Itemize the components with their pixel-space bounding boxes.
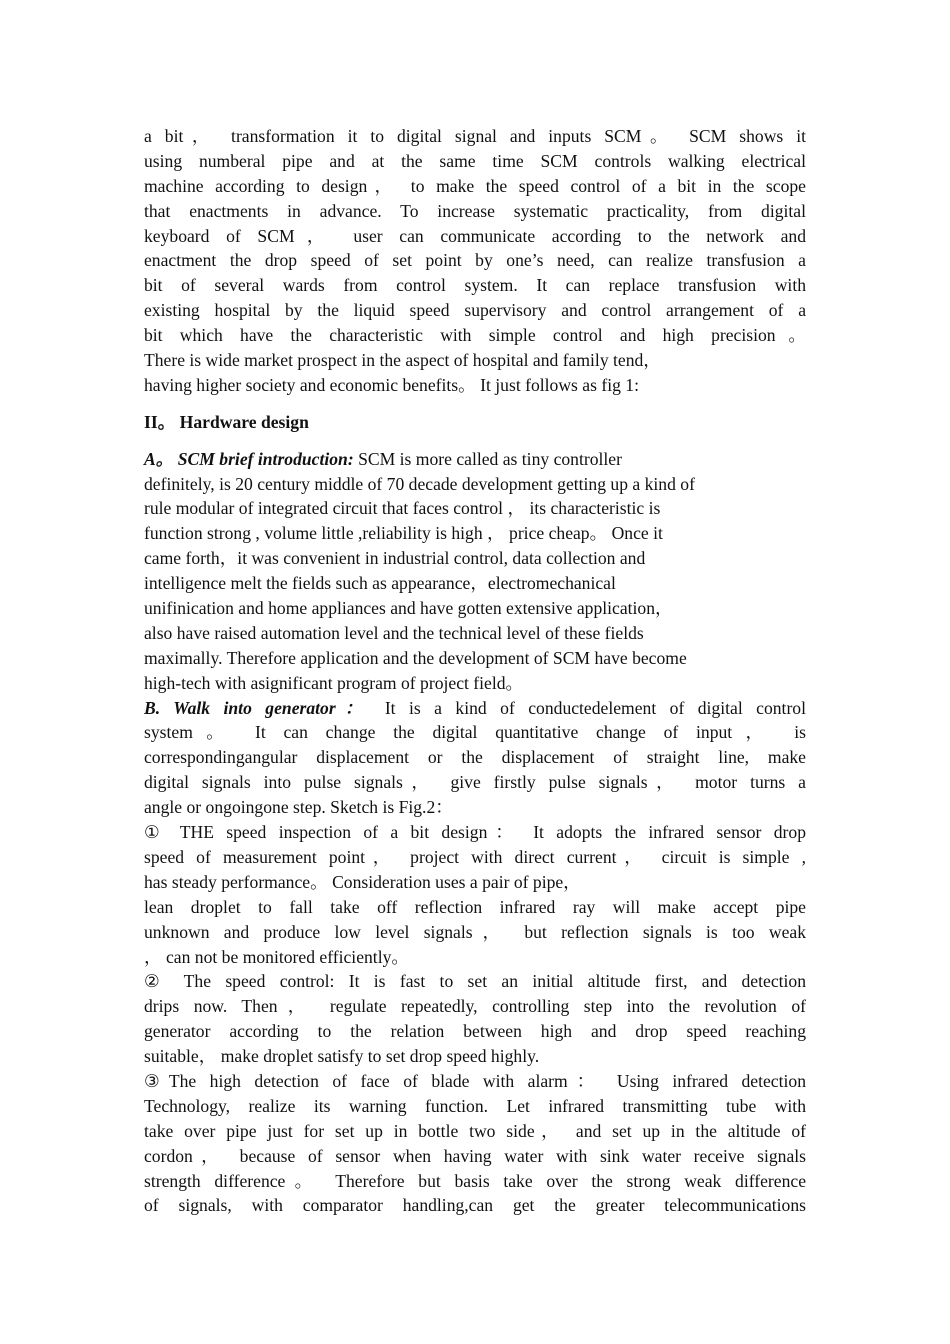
text-line: machine according to design， to make the speed control of a bit in the scope (144, 175, 806, 196)
text-line: came forth，it was convenient in industrial control, data collection and (144, 548, 646, 569)
item-1-paragraph (144, 820, 806, 969)
text-line: keyboard of SCM， user can communicate according to the network and (144, 225, 806, 246)
text-line: unknown and produce low level signals， but reflection signals is too weak (144, 921, 806, 942)
text-line: function strong , volume little ,reliability is high ， price cheap。 Once it (144, 523, 663, 544)
text-line: also have raised automation level and the technical level of these fields (144, 622, 644, 643)
document-page (144, 124, 806, 1218)
section-a-label: A。 SCM brief introduction: (144, 448, 354, 469)
item-2-paragraph (144, 969, 806, 1069)
text-line: definitely, is 20 century middle of 70 decade development getting up a kind of (144, 473, 695, 494)
text-line: a bit， transformation it to digital signal and inputs SCM。 SCM shows it (144, 126, 806, 146)
text-line: ， can not be monitored efficiently。 (144, 946, 409, 967)
item-3-paragraph (144, 1069, 806, 1218)
text-line: bit which have the characteristic with simple control and high precision。 (144, 325, 806, 346)
text-line: ③The high detection of face of blade with alarm： Using infrared detection (144, 1070, 806, 1091)
text-line: angle or ongoingone step. Sketch is Fig.2： (144, 797, 453, 818)
text-line: cordon， because of sensor when having water with sink water receive signals (144, 1145, 806, 1166)
section-a-first-line: SCM is more called as tiny controller (353, 448, 622, 469)
section-heading-hardware-design: II。 Hardware design (144, 411, 309, 432)
text-line: of signals, with comparator handling,can get the greater telecommunications (144, 1195, 806, 1216)
text-line: drips now. Then， regulate repeatedly, controlling step into the revolution of (144, 996, 806, 1017)
text-line: lean droplet to fall take off reflection infrared ray will make accept pipe (144, 896, 806, 917)
text-line: ② The speed control: It is fast to set an initial altitude first, and detection (144, 971, 806, 992)
text-line: ① THE speed inspection of a bit design： It adopts the infrared sensor drop (144, 822, 806, 843)
text-line: digital signals into pulse signals， give firstly pulse signals， motor turns a (144, 772, 806, 793)
text-line: There is wide market prospect in the aspect of hospital and family tend， (144, 350, 661, 371)
text-line: intelligence melt the fields such as appearance，electromechanical (144, 573, 616, 594)
text-line (144, 447, 806, 472)
section-b-paragraph (144, 696, 806, 820)
text-line: unifinication and home appliances and have gotten extensive application， (144, 598, 673, 619)
text-line: has steady performance。 Consideration uses a pair of pipe， (144, 871, 581, 892)
text-line: maximally. Therefore application and the development of SCM have become (144, 647, 687, 668)
text-line: rule modular of integrated circuit that faces control ， its characteristic is (144, 498, 661, 519)
text-line: take over pipe just for set up in bottle two side， and set up in the altitude of (144, 1120, 806, 1141)
text-line: enactment the drop speed of set point by one’s need, can realize transfusion a (144, 250, 806, 271)
text-line: existing hospital by the liquid speed supervisory and control arrangement of a (144, 300, 806, 321)
text-line: bit of several wards from control system. It can replace transfusion with (144, 275, 806, 296)
text-line: speed of measurement point， project with direct current， circuit is simple , (144, 846, 806, 867)
text-line: Technology, realize its warning function. Let infrared transmitting tube with (144, 1095, 806, 1116)
text-line (144, 696, 806, 721)
text-line: using numberal pipe and at the same time SCM controls walking electrical (144, 150, 806, 171)
section-b-label: B. Walk into generator： (144, 697, 372, 718)
text-line: suitable， make droplet satisfy to set drop speed highly. (144, 1046, 540, 1067)
text-line: having higher society and economic benefits。 It just follows as fig 1: (144, 374, 639, 395)
text-line: correspondingangular displacement or the displacement of straight line, make (144, 747, 806, 768)
intro-paragraph (144, 124, 806, 398)
text-line: generator according to the relation between high and drop speed reaching (144, 1021, 806, 1042)
text-line: system。 It can change the digital quantitative change of input， is (144, 722, 806, 743)
text-line: strength difference。 Therefore but basis take over the strong weak difference (144, 1170, 806, 1191)
section-a-paragraph (144, 447, 806, 696)
section-b-first-line: It is a kind of conductedelement of digital control (371, 697, 806, 718)
text-line: high-tech with asignificant program of project field。 (144, 672, 524, 693)
text-line: that enactments in advance. To increase systematic practicality, from digital (144, 200, 806, 221)
